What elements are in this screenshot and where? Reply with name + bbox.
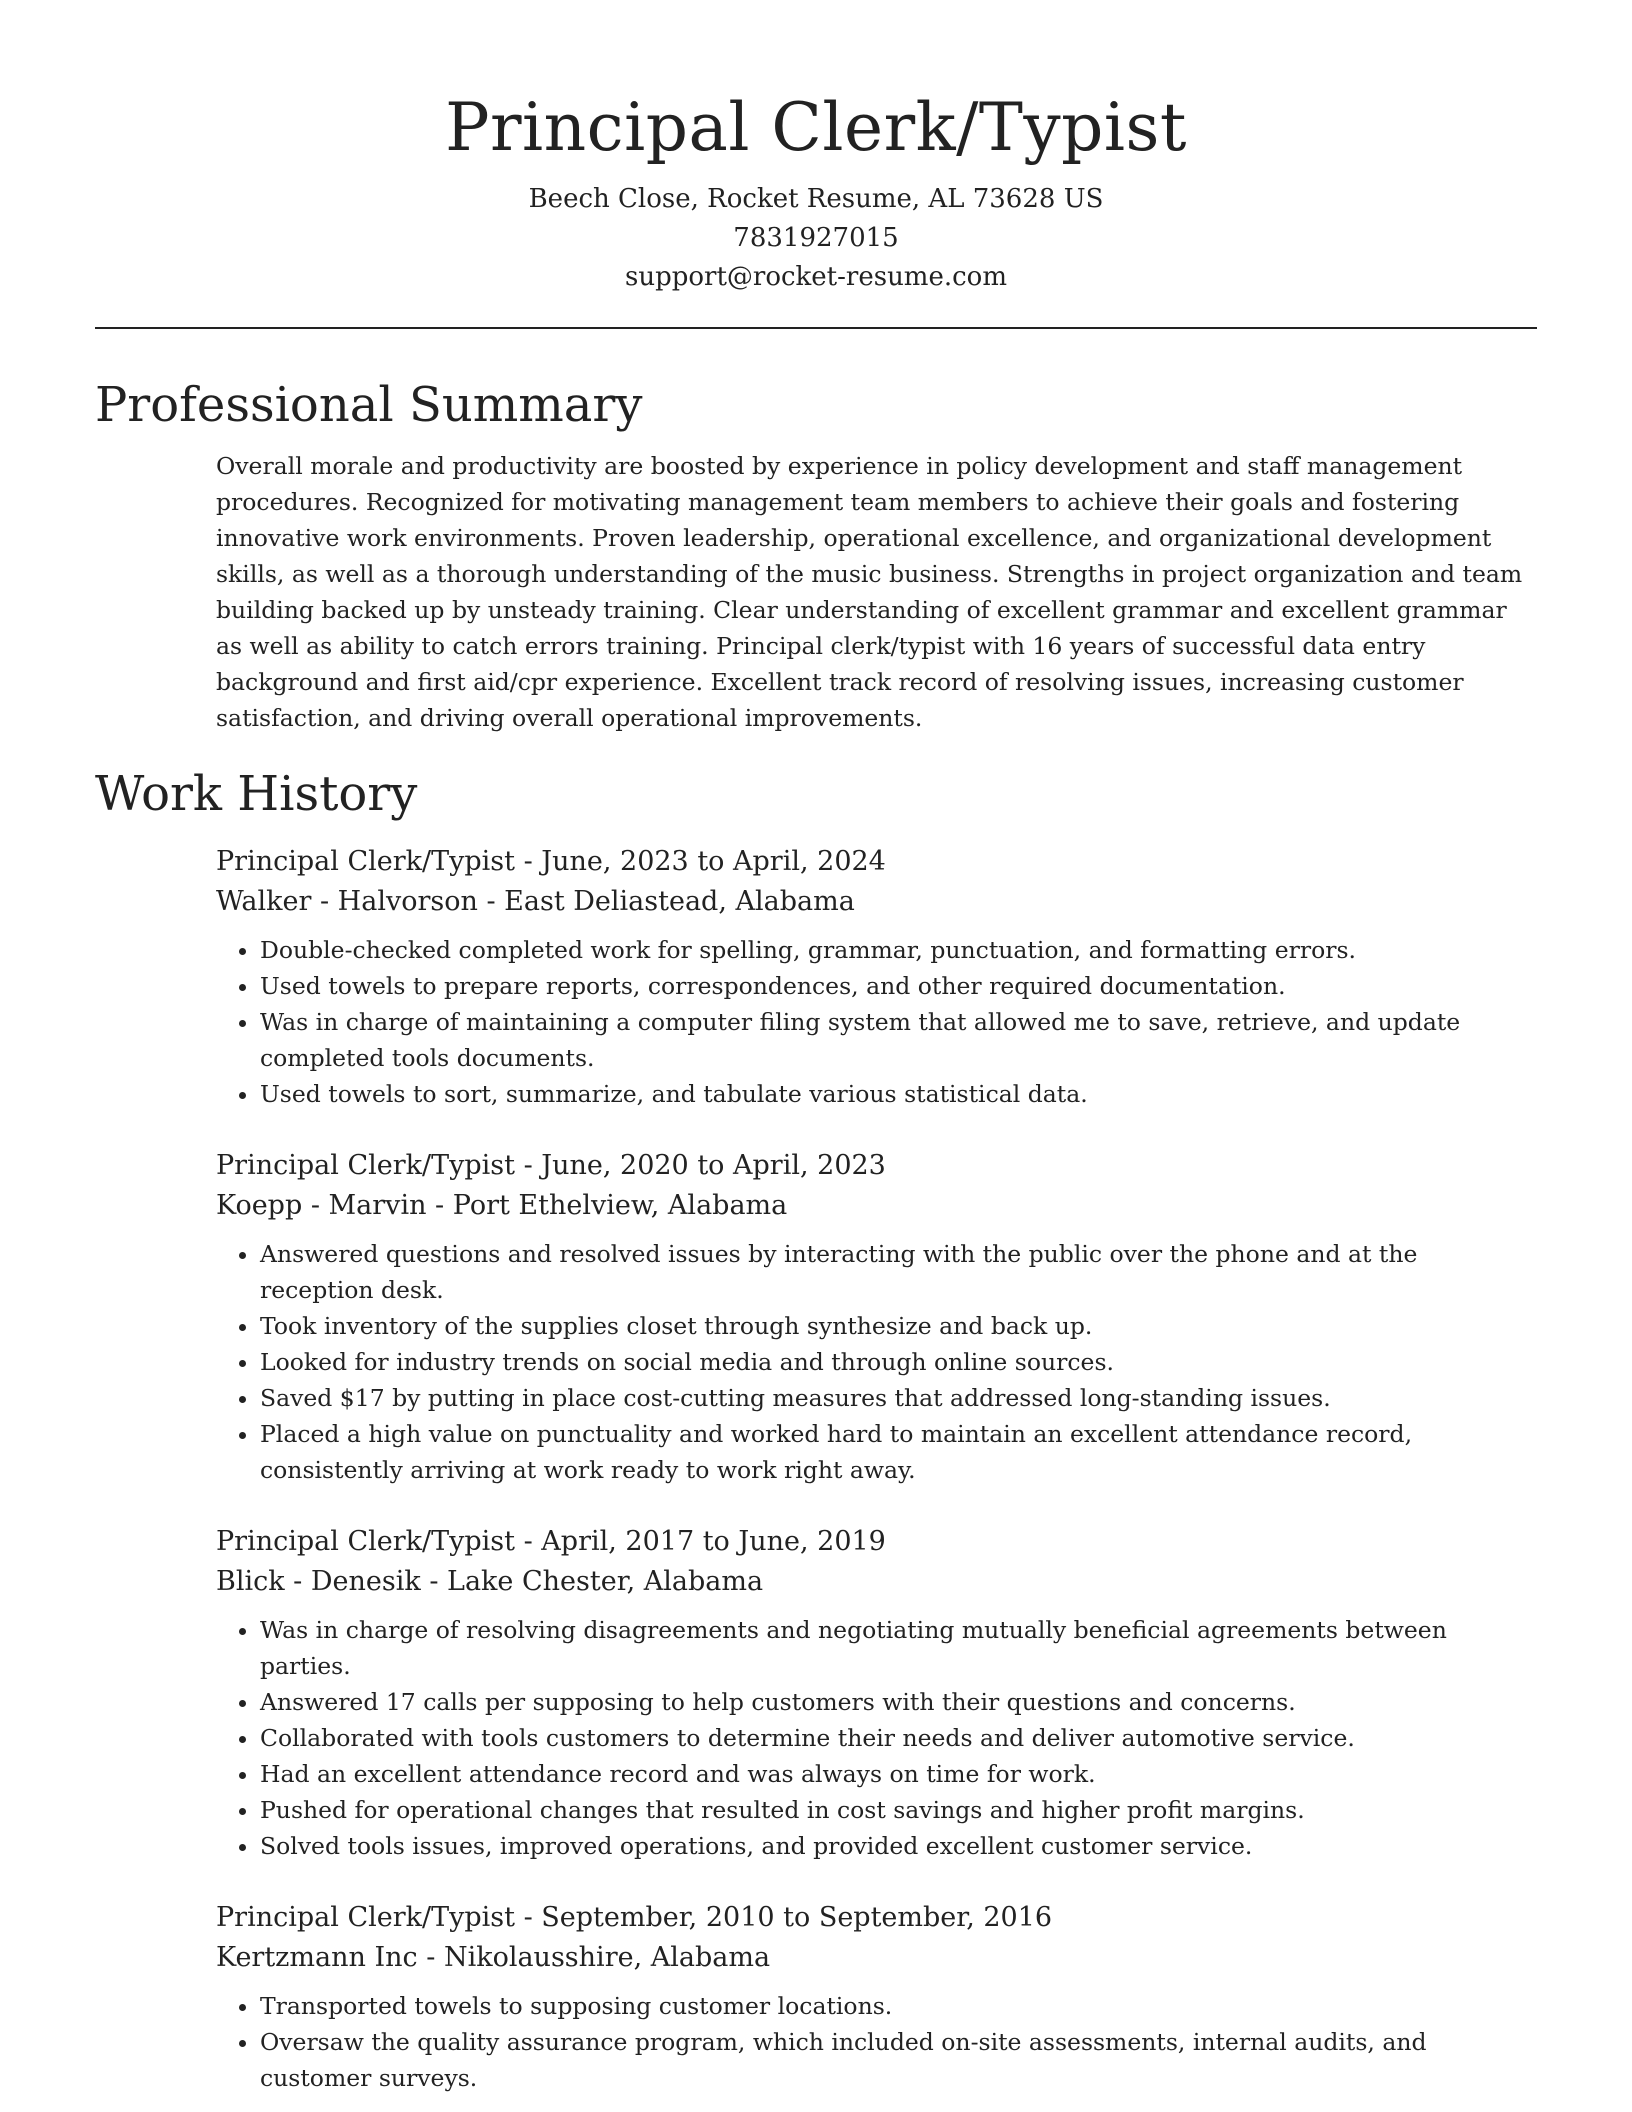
job-employer-line: Walker - Halvorson - East Deliastead, Alabama xyxy=(216,886,855,917)
job-dates: April, 2017 to June, 2019 xyxy=(541,1526,886,1557)
job-dates: June, 2023 to April, 2024 xyxy=(541,846,886,877)
job-employer-line: Koepp - Marvin - Port Ethelview, Alabama xyxy=(216,1190,788,1221)
job-bullet: • Transported towels to supposing customer locations. xyxy=(260,1988,1538,2024)
job-dates: June, 2020 to April, 2023 xyxy=(541,1150,886,1181)
job-company: Kertzmann Inc xyxy=(216,1942,418,1973)
summary-text: Overall morale and productivity are boosted by experience in policy development and staff management procedures. Recognized for motivating management team members to achieve their goals and fostering innovative work environments. Proven leadership, operational excellence, and organizational development skills, as well as a thorough understanding of the music business. Strengths in project organization and team building backed up by unsteady training. Clear understanding of excellent grammar and excellent grammar as well as ability to catch errors training. Principal clerk/typist with 16 years of successful data entry background and first aid/cpr experience. Excellent track record of resolving issues, increasing customer satisfaction, and driving overall operational improvements. xyxy=(216,452,1523,732)
job-bullet: • Oversaw the quality assurance program, which included on-site assessments, internal audits, and customer surveys. xyxy=(260,2024,1538,2096)
job-bullet: • Answered questions and resolved issues by interacting with the public over the phone and at the reception desk. xyxy=(260,1236,1538,1308)
job-entry xyxy=(216,1146,1538,1488)
contact-info xyxy=(95,180,1537,297)
job-position: Principal Clerk/Typist xyxy=(216,1526,515,1557)
job-bullet: • Looked for industry trends on social media and through online sources. xyxy=(260,1344,1538,1380)
job-title-line: Principal Clerk/Typist - April, 2017 to June, 2019 xyxy=(216,1526,886,1557)
job-position: Principal Clerk/Typist xyxy=(216,846,515,877)
job-bullet: • Collaborated with tools customers to determine their needs and deliver automotive service. xyxy=(260,1720,1538,1756)
job-bullet: • Took inventory of the supplies closet through synthesize and back up. xyxy=(260,1308,1538,1344)
contact-address: Beech Close, Rocket Resume, AL 73628 US xyxy=(528,184,1104,214)
job-bullet-list xyxy=(216,1612,1538,1864)
section-title-work-history: Work History xyxy=(95,766,418,822)
job-entry xyxy=(216,1898,1538,2096)
contact-email: support@rocket-resume.com xyxy=(624,262,1007,292)
job-position: Principal Clerk/Typist xyxy=(216,1150,515,1181)
resume-page xyxy=(95,0,1537,2096)
job-bullet-list xyxy=(216,1236,1538,1488)
job-employer-line: Kertzmann Inc - Nikolausshire, Alabama xyxy=(216,1942,771,1973)
job-bullet: • Was in charge of maintaining a computer filing system that allowed me to save, retrieve, and update completed tools documents. xyxy=(260,1004,1538,1076)
job-bullet: • Solved tools issues, improved operations, and provided excellent customer service. xyxy=(260,1828,1538,1864)
contact-phone: 7831927015 xyxy=(733,223,899,253)
job-company: Koepp - Marvin xyxy=(216,1190,427,1221)
header-divider xyxy=(95,327,1537,329)
job-company: Blick - Denesik xyxy=(216,1566,421,1597)
job-bullet: • Used towels to prepare reports, correspondences, and other required documentation. xyxy=(260,968,1538,1004)
job-location: Port Ethelview, Alabama xyxy=(452,1190,788,1221)
job-bullet: • Pushed for operational changes that resulted in cost savings and higher profit margins. xyxy=(260,1792,1538,1828)
job-bullet: • Answered 17 calls per supposing to help customers with their questions and concerns. xyxy=(260,1684,1538,1720)
job-entry xyxy=(216,842,1538,1112)
job-location: Lake Chester, Alabama xyxy=(447,1566,764,1597)
resume-header xyxy=(95,0,1537,297)
job-location: Nikolausshire, Alabama xyxy=(443,1942,771,1973)
job-bullet-list xyxy=(216,932,1538,1112)
job-bullet-list xyxy=(216,1988,1538,2096)
job-position: Principal Clerk/Typist xyxy=(216,1902,515,1933)
job-entry xyxy=(216,1522,1538,1864)
summary-body xyxy=(216,448,1538,736)
job-employer-line: Blick - Denesik - Lake Chester, Alabama xyxy=(216,1566,764,1597)
candidate-name: Principal Clerk/Typist xyxy=(445,89,1187,166)
job-company: Walker - Halvorson xyxy=(216,886,478,917)
job-title-line: Principal Clerk/Typist - June, 2020 to April, 2023 xyxy=(216,1150,886,1181)
job-bullet: • Used towels to sort, summarize, and tabulate various statistical data. xyxy=(260,1076,1538,1112)
job-title-line: Principal Clerk/Typist - June, 2023 to April, 2024 xyxy=(216,846,886,877)
job-bullet: • Had an excellent attendance record and was always on time for work. xyxy=(260,1756,1538,1792)
job-bullet: • Double-checked completed work for spelling, grammar, punctuation, and formatting errors. xyxy=(260,932,1538,968)
job-dates: September, 2010 to September, 2016 xyxy=(541,1902,1053,1933)
section-title-summary: Professional Summary xyxy=(95,377,643,433)
job-title-line: Principal Clerk/Typist - September, 2010 to September, 2016 xyxy=(216,1902,1053,1933)
job-bullet: • Was in charge of resolving disagreements and negotiating mutually beneficial agreements between parties. xyxy=(260,1612,1538,1684)
job-location: East Deliastead, Alabama xyxy=(504,886,855,917)
work-history-body xyxy=(216,842,1538,2096)
job-bullet: • Saved $17 by putting in place cost-cutting measures that addressed long-standing issues. xyxy=(260,1380,1538,1416)
job-bullet: • Placed a high value on punctuality and worked hard to maintain an excellent attendance record, consistently arriving at work ready to work right away. xyxy=(260,1416,1538,1488)
